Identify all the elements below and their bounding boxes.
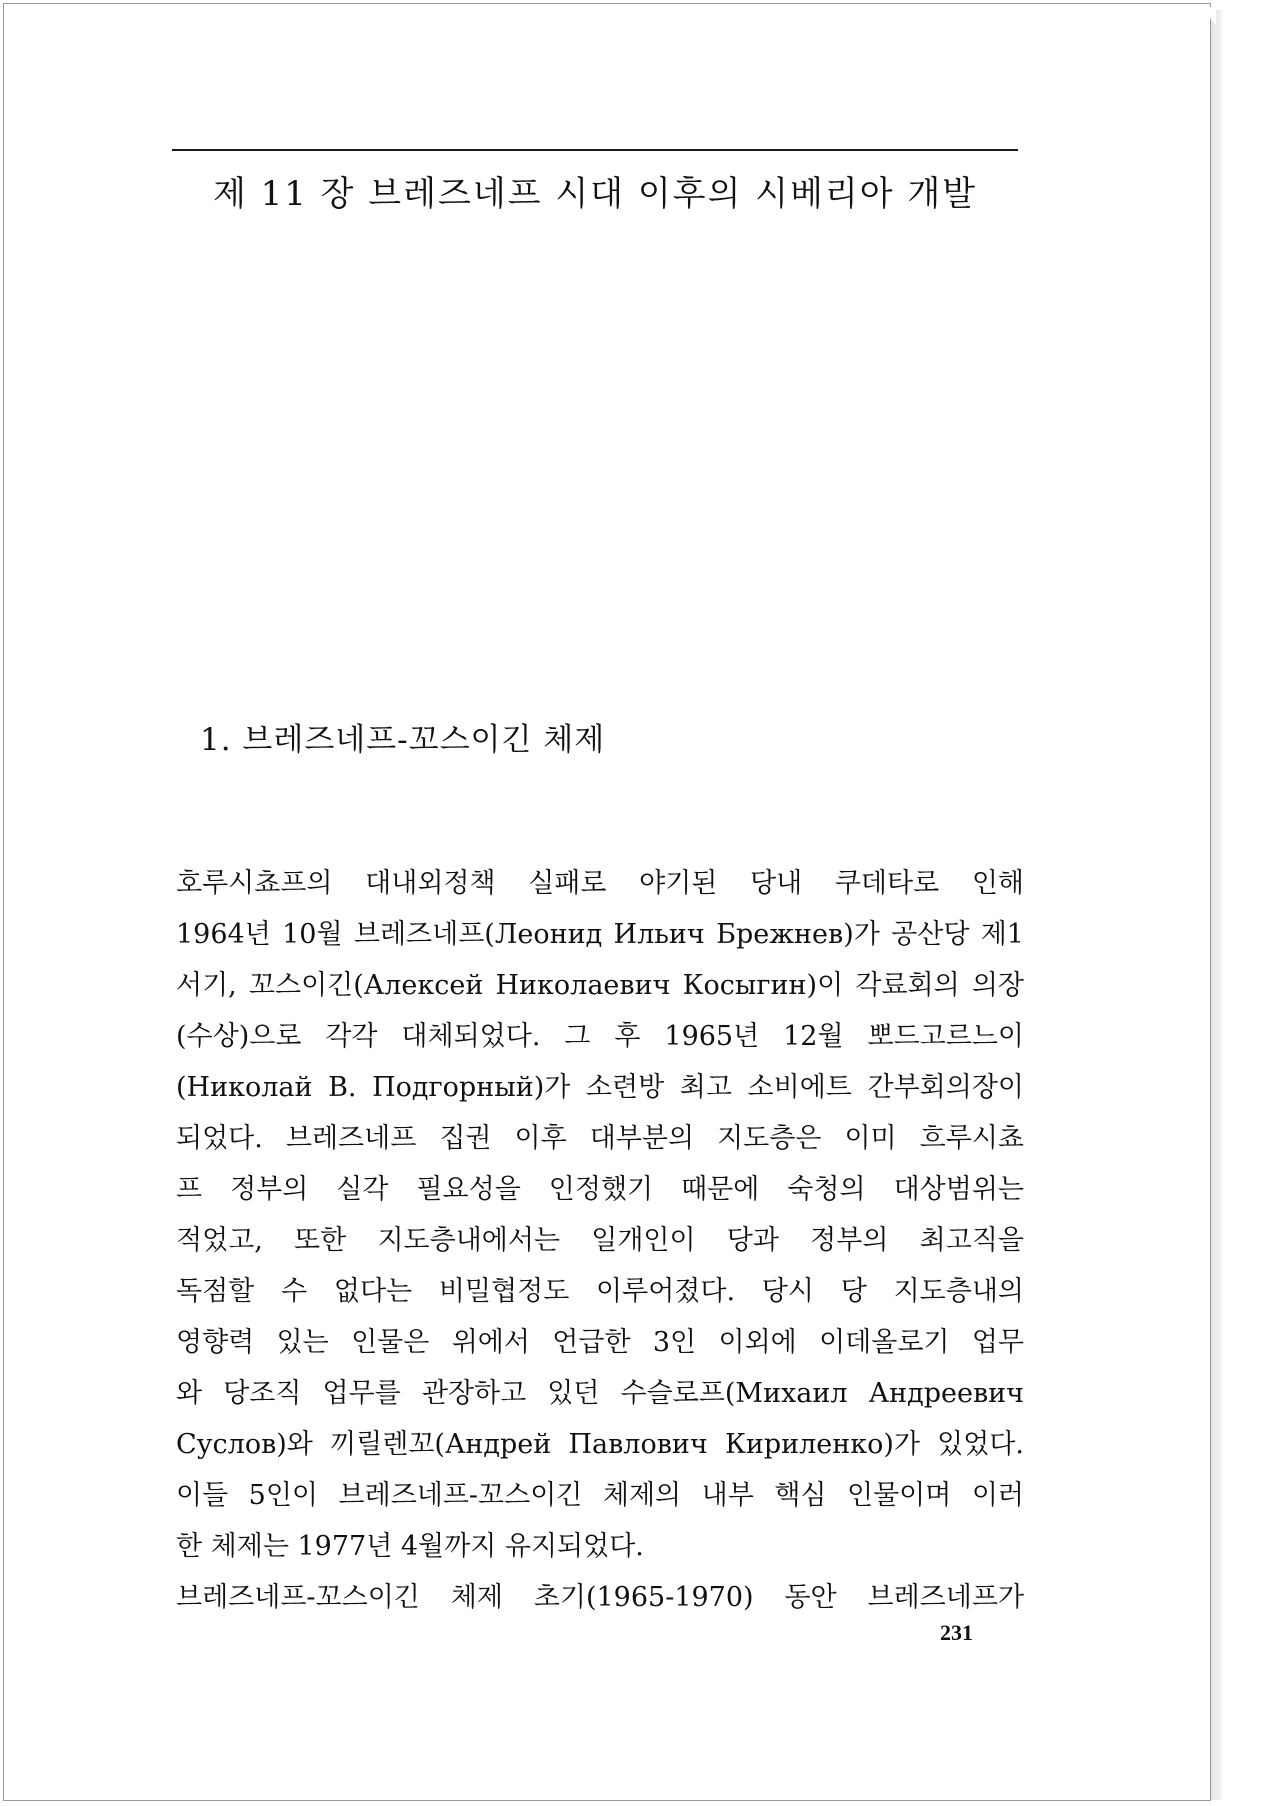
text-line: 영향력 있는 인물은 위에서 언급한 3인 이외에 이데올로기 업무 <box>176 1327 1024 1358</box>
text-line: 1964년 10월 브레즈네프(Леонид Ильич Брежнев)가 공산당 제1 <box>176 919 1024 950</box>
page-corner-fold <box>1200 7 1216 25</box>
text-line: Суслов)와 끼릴렌꼬(Андрей Павлович Кириленко)가 있었다. <box>176 1429 1024 1460</box>
chapter-rule <box>172 149 1018 151</box>
text-line: 호루시쵸프의 대내외정책 실패로 야기된 당내 쿠데타로 인해 <box>176 868 1024 899</box>
text-line: 서기, 꼬스이긴(Алексей Николаевич Косыгин)이 각료회의 의장 <box>176 970 1024 1001</box>
text-line: 프 정부의 실각 필요성을 인정했기 때문에 숙청의 대상범위는 <box>176 1174 1024 1205</box>
text-line: 한 체제는 1977년 4월까지 유지되었다. <box>176 1531 644 1562</box>
text-line: 되었다. 브레즈네프 집권 이후 대부분의 지도층은 이미 흐루시쵸 <box>176 1123 1024 1154</box>
text-line: 독점할 수 없다는 비밀협정도 이루어졌다. 당시 당 지도층내의 <box>176 1276 1024 1307</box>
chapter-title: 제 11 장 브레즈네프 시대 이후의 시베리아 개발 <box>212 174 978 214</box>
body-text <box>176 858 1024 1623</box>
text-line: 와 당조직 업무를 관장하고 있던 수슬로프(Михаил Андреевич <box>176 1378 1024 1409</box>
page-number: 231 <box>940 1620 973 1645</box>
text-line: (수상)으로 각각 대체되었다. 그 후 1965년 12월 뽀드고르느이 <box>176 1021 1024 1052</box>
section-title: 1. 브레즈네프-꼬스이긴 체제 <box>200 722 606 758</box>
text-line: (Николай В. Подгорный)가 소련방 최고 소비에트 간부회의장이 <box>176 1072 1024 1103</box>
text-line: 적었고, 또한 지도층내에서는 일개인이 당과 정부의 최고직을 <box>176 1225 1024 1256</box>
text-line: 브레즈네프-꼬스이긴 체제 초기(1965-1970) 동안 브레즈네프가 <box>176 1582 1024 1613</box>
text-line: 이들 5인이 브레즈네프-꼬스이긴 체제의 내부 핵심 인물이며 이러 <box>176 1480 1024 1511</box>
